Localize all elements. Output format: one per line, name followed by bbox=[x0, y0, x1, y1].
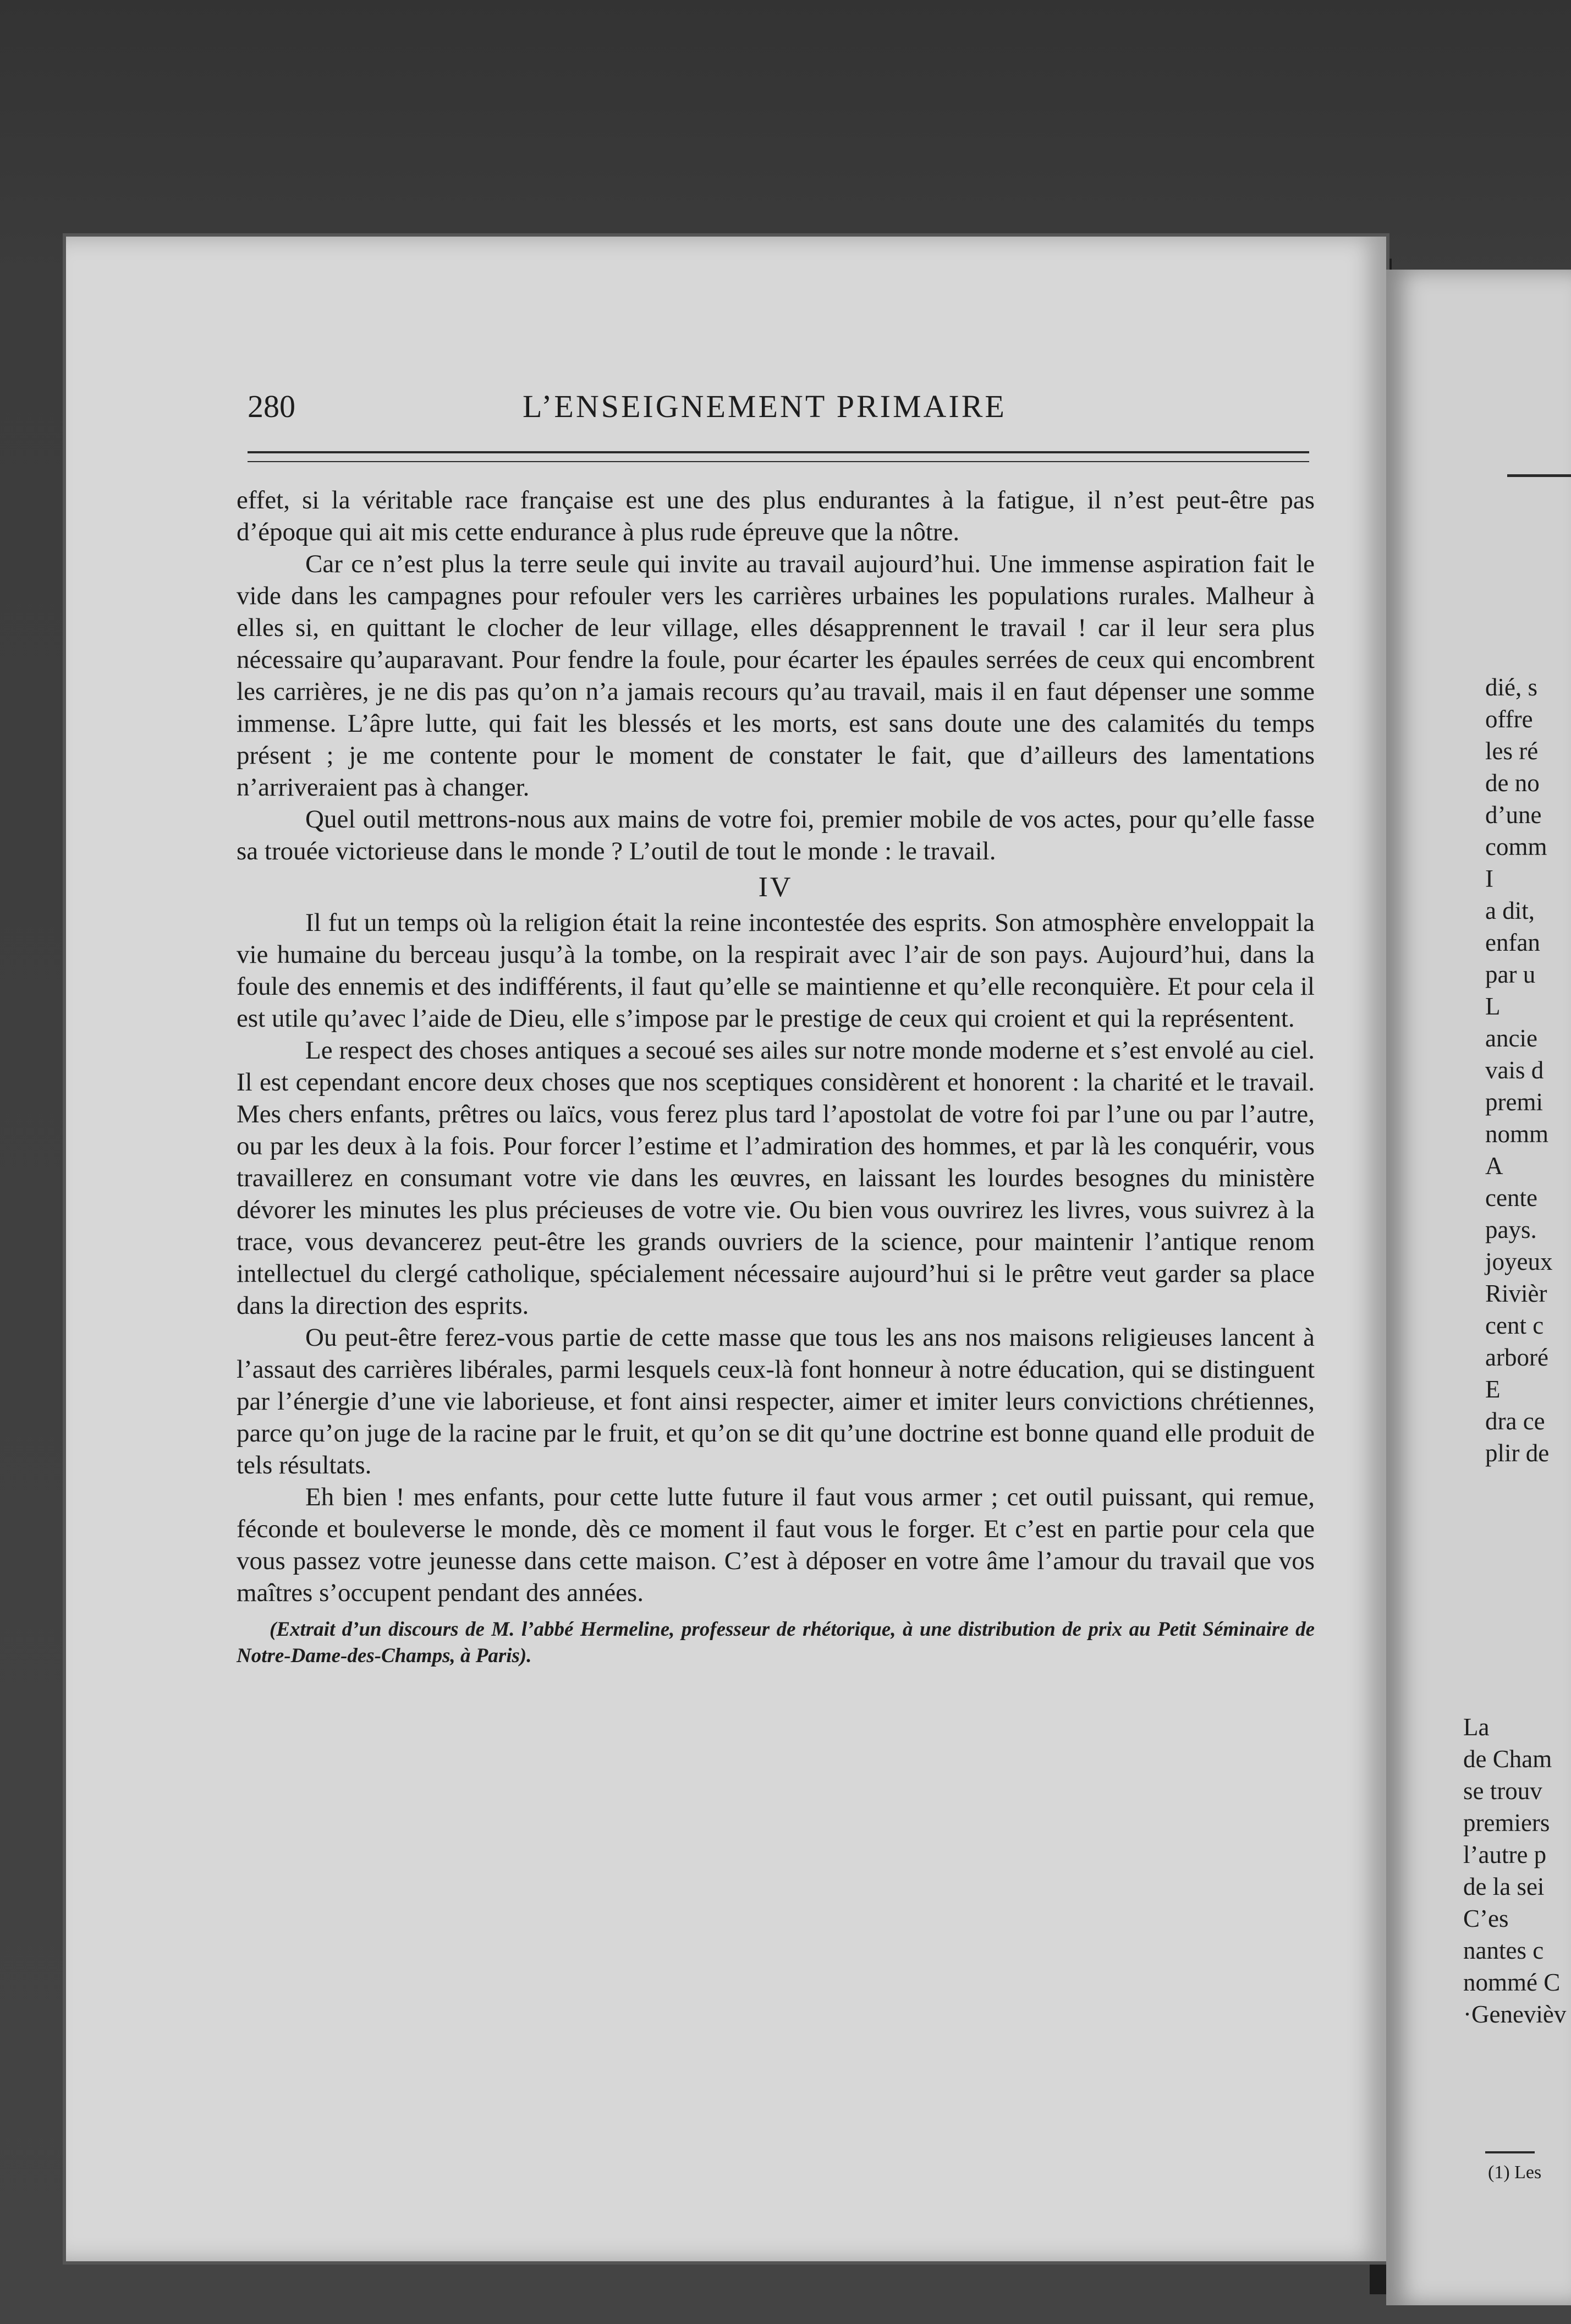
facing-page-line: A bbox=[1485, 1152, 1503, 1180]
facing-page-line: comm bbox=[1485, 833, 1547, 860]
facing-page-line: I bbox=[1485, 865, 1493, 892]
facing-page-line: ancie bbox=[1485, 1024, 1537, 1052]
facing-page-footnote-rule bbox=[1485, 2151, 1535, 2153]
header-rule bbox=[248, 451, 1309, 453]
facing-page-line: vais d bbox=[1485, 1056, 1544, 1084]
facing-page-line: nantes c bbox=[1463, 1937, 1544, 1964]
paragraph: Car ce n’est plus la terre seule qui invite au travail aujourd’hui. Une immense aspiration fait le vide dans les campagnes pour refouler vers les carrières urbaines les populations rurales. Malheur à elles si, en quittant le clocher de leur village, elles désapprennent le travail ! car il leur sera plus nécessaire qu’auparavant. Pour fendre la foule, pour écarter les épaules serrées de ceux qui encombrent les carrières, je ne dis pas qu’on n’a jamais recours qu’au travail, mais il en faut dépenser une somme immense. L’âpre lutte, qui fait les blessés et les morts, est sans doute une des calamités du temps présent ; je me contente pour le moment de constater le fait, que d’ailleurs des lamentations n’arriveraient pas à changer. bbox=[237, 550, 1315, 802]
facing-page-line: se trouv bbox=[1463, 1777, 1542, 1805]
facing-page-line: enfan bbox=[1485, 929, 1540, 956]
facing-page-line: C’es bbox=[1463, 1905, 1509, 1932]
facing-page-line: nommé C bbox=[1463, 1969, 1561, 1996]
facing-page-line: pays. bbox=[1485, 1216, 1537, 1243]
facing-page-line: La bbox=[1463, 1713, 1490, 1741]
facing-page-line: dié, s bbox=[1485, 673, 1537, 701]
facing-page-line: joyeux bbox=[1485, 1248, 1553, 1275]
facing-page-line: d’une bbox=[1485, 801, 1542, 829]
page-number: 280 bbox=[248, 388, 295, 424]
paragraph: Eh bien ! mes enfants, pour cette lutte future il faut vous armer ; cet outil puissant, qui remue, féconde et bouleverse le monde, dès ce moment il faut vous le forger. Et c’est en partie pour cela que vous passez votre jeunesse dans cette maison. C’est à déposer en votre âme l’amour du travail que vos maîtres s’occupent pendant des années. bbox=[237, 1483, 1315, 1607]
facing-page-text-bottom bbox=[1463, 1711, 1571, 2030]
facing-page-text-top bbox=[1485, 671, 1571, 1469]
facing-page-line: a dit, bbox=[1485, 897, 1535, 924]
facing-page-line: ·Genevièv bbox=[1463, 2000, 1567, 2028]
paragraph: Il fut un temps où la religion était la reine incontestée des esprits. Son atmosphère enveloppait la vie humaine du berceau jusqu’à la tombe, on la respirait avec l’air de son pays. Aujourd’hui, dans la foule des ennemis et des indifférents, il faut qu’elle se maintienne et qu’elle reconquière. Et pour cela il est utile qu’avec l’aide de Dieu, elle s’impose par le prestige de ceux qui croient et qui la représentent. bbox=[237, 908, 1315, 1033]
header-rule-thin bbox=[248, 461, 1309, 462]
paragraph: Ou peut-être ferez-vous partie de cette masse que tous les ans nos maisons religieuses lancent à l’assaut des carrières libérales, parmi lesquels ceux-là font honneur à notre éducation, qui se distinguent par l’énergie d’une vie laborieuse, et font ainsi respecter, aimer et imiter leurs convictions chrétiennes, parce qu’on juge de la racine par le fruit, et qu’on se dit qu’une doctrine est bonne quand elle produit de tels résultats. bbox=[237, 1323, 1315, 1479]
facing-page-line: cente bbox=[1485, 1184, 1537, 1212]
facing-page-footnote: (1) Les bbox=[1488, 2162, 1542, 2183]
paragraph: Quel outil mettrons-nous aux mains de votre foi, premier mobile de vos actes, pour qu’elle fasse sa trouée victorieuse dans le monde ? L’outil de tout le monde : le travail. bbox=[237, 805, 1315, 865]
facing-page-line: nomm bbox=[1485, 1120, 1549, 1148]
facing-page-line: Rivièr bbox=[1485, 1280, 1547, 1307]
facing-page-line: premi bbox=[1485, 1088, 1543, 1116]
facing-page-line: arboré bbox=[1485, 1344, 1548, 1371]
running-title: L’ENSEIGNEMENT PRIMAIRE bbox=[523, 388, 1007, 424]
facing-page-line: de no bbox=[1485, 769, 1540, 797]
article-body bbox=[237, 484, 1315, 1669]
facing-page-line: de la sei bbox=[1463, 1873, 1545, 1900]
facing-page-line: les ré bbox=[1485, 737, 1539, 765]
facing-page-line: dra ce bbox=[1485, 1407, 1545, 1435]
facing-page-line: l’autre p bbox=[1463, 1841, 1547, 1868]
facing-page-line: premiers bbox=[1463, 1809, 1550, 1837]
facing-page-line: cent c bbox=[1485, 1312, 1544, 1339]
facing-page-line: E bbox=[1485, 1375, 1501, 1403]
facing-page-line: plir de bbox=[1485, 1439, 1550, 1467]
facing-page-rule bbox=[1507, 474, 1571, 477]
facing-page-line: L bbox=[1485, 993, 1501, 1020]
facing-page-line: par u bbox=[1485, 961, 1536, 988]
facing-page-line: offre bbox=[1485, 705, 1533, 733]
source-note: (Extrait d’un discours de M. l’abbé Hermeline, professeur de rhétorique, à une distribution de prix au Petit Séminaire de Notre-Dame-des-Champs, à Paris). bbox=[237, 1618, 1315, 1667]
section-heading: IV bbox=[758, 872, 793, 903]
paragraph: Le respect des choses antiques a secoué ses ailes sur notre monde moderne et s’est envolé au ciel. Il est cependant encore deux choses que nos sceptiques considèrent et honorent : la charité et le travail. Mes chers enfants, prêtres ou laïcs, vous ferez plus tard l’apostolat de votre foi par l’une ou par l’autre, ou par les deux à la fois. Pour forcer l’estime et l’admiration des hommes, et par là les conquérir, vous travaillerez en consumant votre vie dans les œuvres, en laissant les lourdes besognes du ministère dévorer les minutes les plus précieuses de votre vie. Ou bien vous ouvrirez les livres, vous suivrez à la trace, vous devancerez peut-être les grands ouvriers de la science, pour maintenir l’antique renom intellectuel du clergé catholique, spécialement nécessaire aujourd’hui si le prêtre veut garder sa place dans la direction des esprits. bbox=[237, 1036, 1315, 1320]
facing-page-line: de Cham bbox=[1463, 1745, 1552, 1773]
paragraph: effet, si la véritable race française est une des plus endurantes à la fatigue, il n’est peut-être pas d’époque qui ait mis cette endurance à plus rude épreuve que la nôtre. bbox=[237, 486, 1315, 546]
page-header bbox=[248, 388, 1320, 432]
